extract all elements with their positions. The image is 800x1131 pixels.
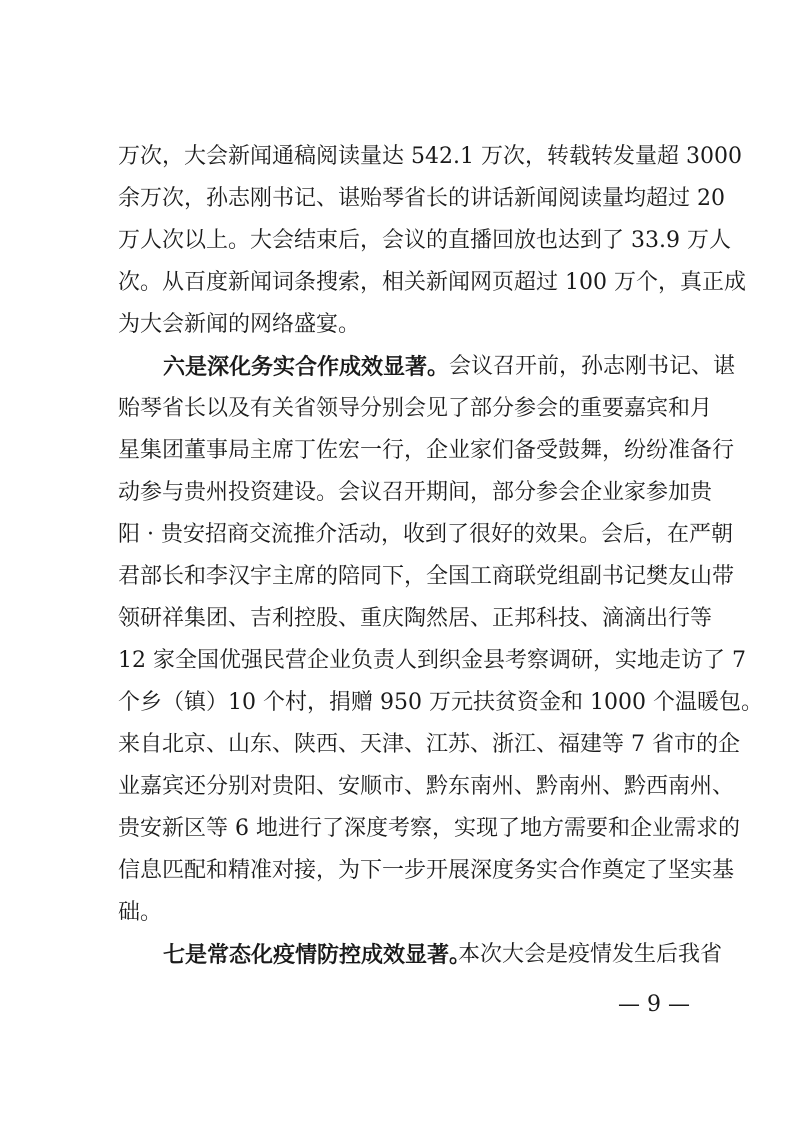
- text-line: [0, 389, 800, 429]
- paragraph-text: 贻琴省长以及有关省领导分别会见了部分参会的重要嘉宾和月: [118, 396, 713, 421]
- page-footer: [0, 985, 800, 1025]
- paragraph-text: 来自北京、山东、陕西、天津、江苏、浙江、福建等 7 省市的企: [118, 732, 740, 757]
- section-heading: 七是常态化疫情防控成效显著。: [163, 942, 472, 968]
- text-line: [0, 809, 800, 849]
- paragraph-text: 个乡（镇）10 个村，捐赠 950 万元扶贫资金和 1000 个温暖包。: [118, 690, 763, 715]
- paragraph-text: 贵安新区等 6 地进行了深度考察，实现了地方需要和企业需求的: [118, 816, 740, 841]
- paragraph-text: 信息匹配和精准对接，为下一步开展深度务实合作奠定了坚实基: [118, 858, 735, 883]
- text-line: [0, 221, 800, 261]
- text-line: [0, 179, 800, 219]
- paragraph-text: 业嘉宾还分别对贵阳、安顺市、黔东南州、黔南州、黔西南州、: [118, 774, 735, 799]
- paragraph-text: 次。从百度新闻词条搜索，相关新闻网页超过 100 万个，真正成: [118, 270, 746, 295]
- paragraph-text: 本次大会是疫情发生后我省: [458, 942, 723, 967]
- text-line: [0, 347, 800, 387]
- text-line: [0, 473, 800, 513]
- text-line: [0, 641, 800, 681]
- paragraph-text: 阳 · 贵安招商交流推介活动，收到了很好的效果。会后，在严朝: [118, 522, 733, 547]
- text-line: [0, 431, 800, 471]
- paragraph-text: 余万次，孙志刚书记、谌贻琴省长的讲话新闻阅读量均超过 20: [118, 186, 725, 211]
- text-line: [0, 305, 800, 345]
- text-line: [0, 137, 800, 177]
- text-line: [0, 767, 800, 807]
- text-line: [0, 683, 800, 723]
- text-line: [0, 893, 800, 933]
- section-heading: 六是深化务实合作成效显著。: [163, 354, 450, 380]
- text-line: [0, 515, 800, 555]
- text-line: [0, 557, 800, 597]
- paragraph-text: 会议召开前，孙志刚书记、谌: [449, 354, 736, 379]
- text-line: [0, 599, 800, 639]
- text-line: [0, 725, 800, 765]
- paragraph-text: 星集团董事局主席丁佐宏一行，企业家们备受鼓舞，纷纷准备行: [118, 438, 735, 463]
- paragraph-text: 君部长和李汉宇主席的陪同下，全国工商联党组副书记樊友山带: [118, 564, 735, 589]
- paragraph-text: 12 家全国优强民营企业负责人到织金县考察调研，实地走访了 7: [118, 648, 746, 673]
- paragraph-text: 为大会新闻的网络盛宴。: [118, 312, 361, 337]
- paragraph-text: 础。: [118, 900, 163, 925]
- page-number: — 9 —: [618, 992, 690, 1017]
- text-line: [0, 935, 800, 975]
- paragraph-text: 万人次以上。大会结束后，会议的直播回放也达到了 33.9 万人: [118, 228, 731, 253]
- paragraph-text: 万次，大会新闻通稿阅读量达 542.1 万次，转载转发量超 3000: [118, 144, 742, 169]
- paragraph-text: 动参与贵州投资建设。会议召开期间，部分参会企业家参加贵: [118, 480, 713, 505]
- text-line: [0, 263, 800, 303]
- text-line: [0, 851, 800, 891]
- paragraph-text: 领研祥集团、吉利控股、重庆陶然居、正邦科技、滴滴出行等: [118, 606, 713, 631]
